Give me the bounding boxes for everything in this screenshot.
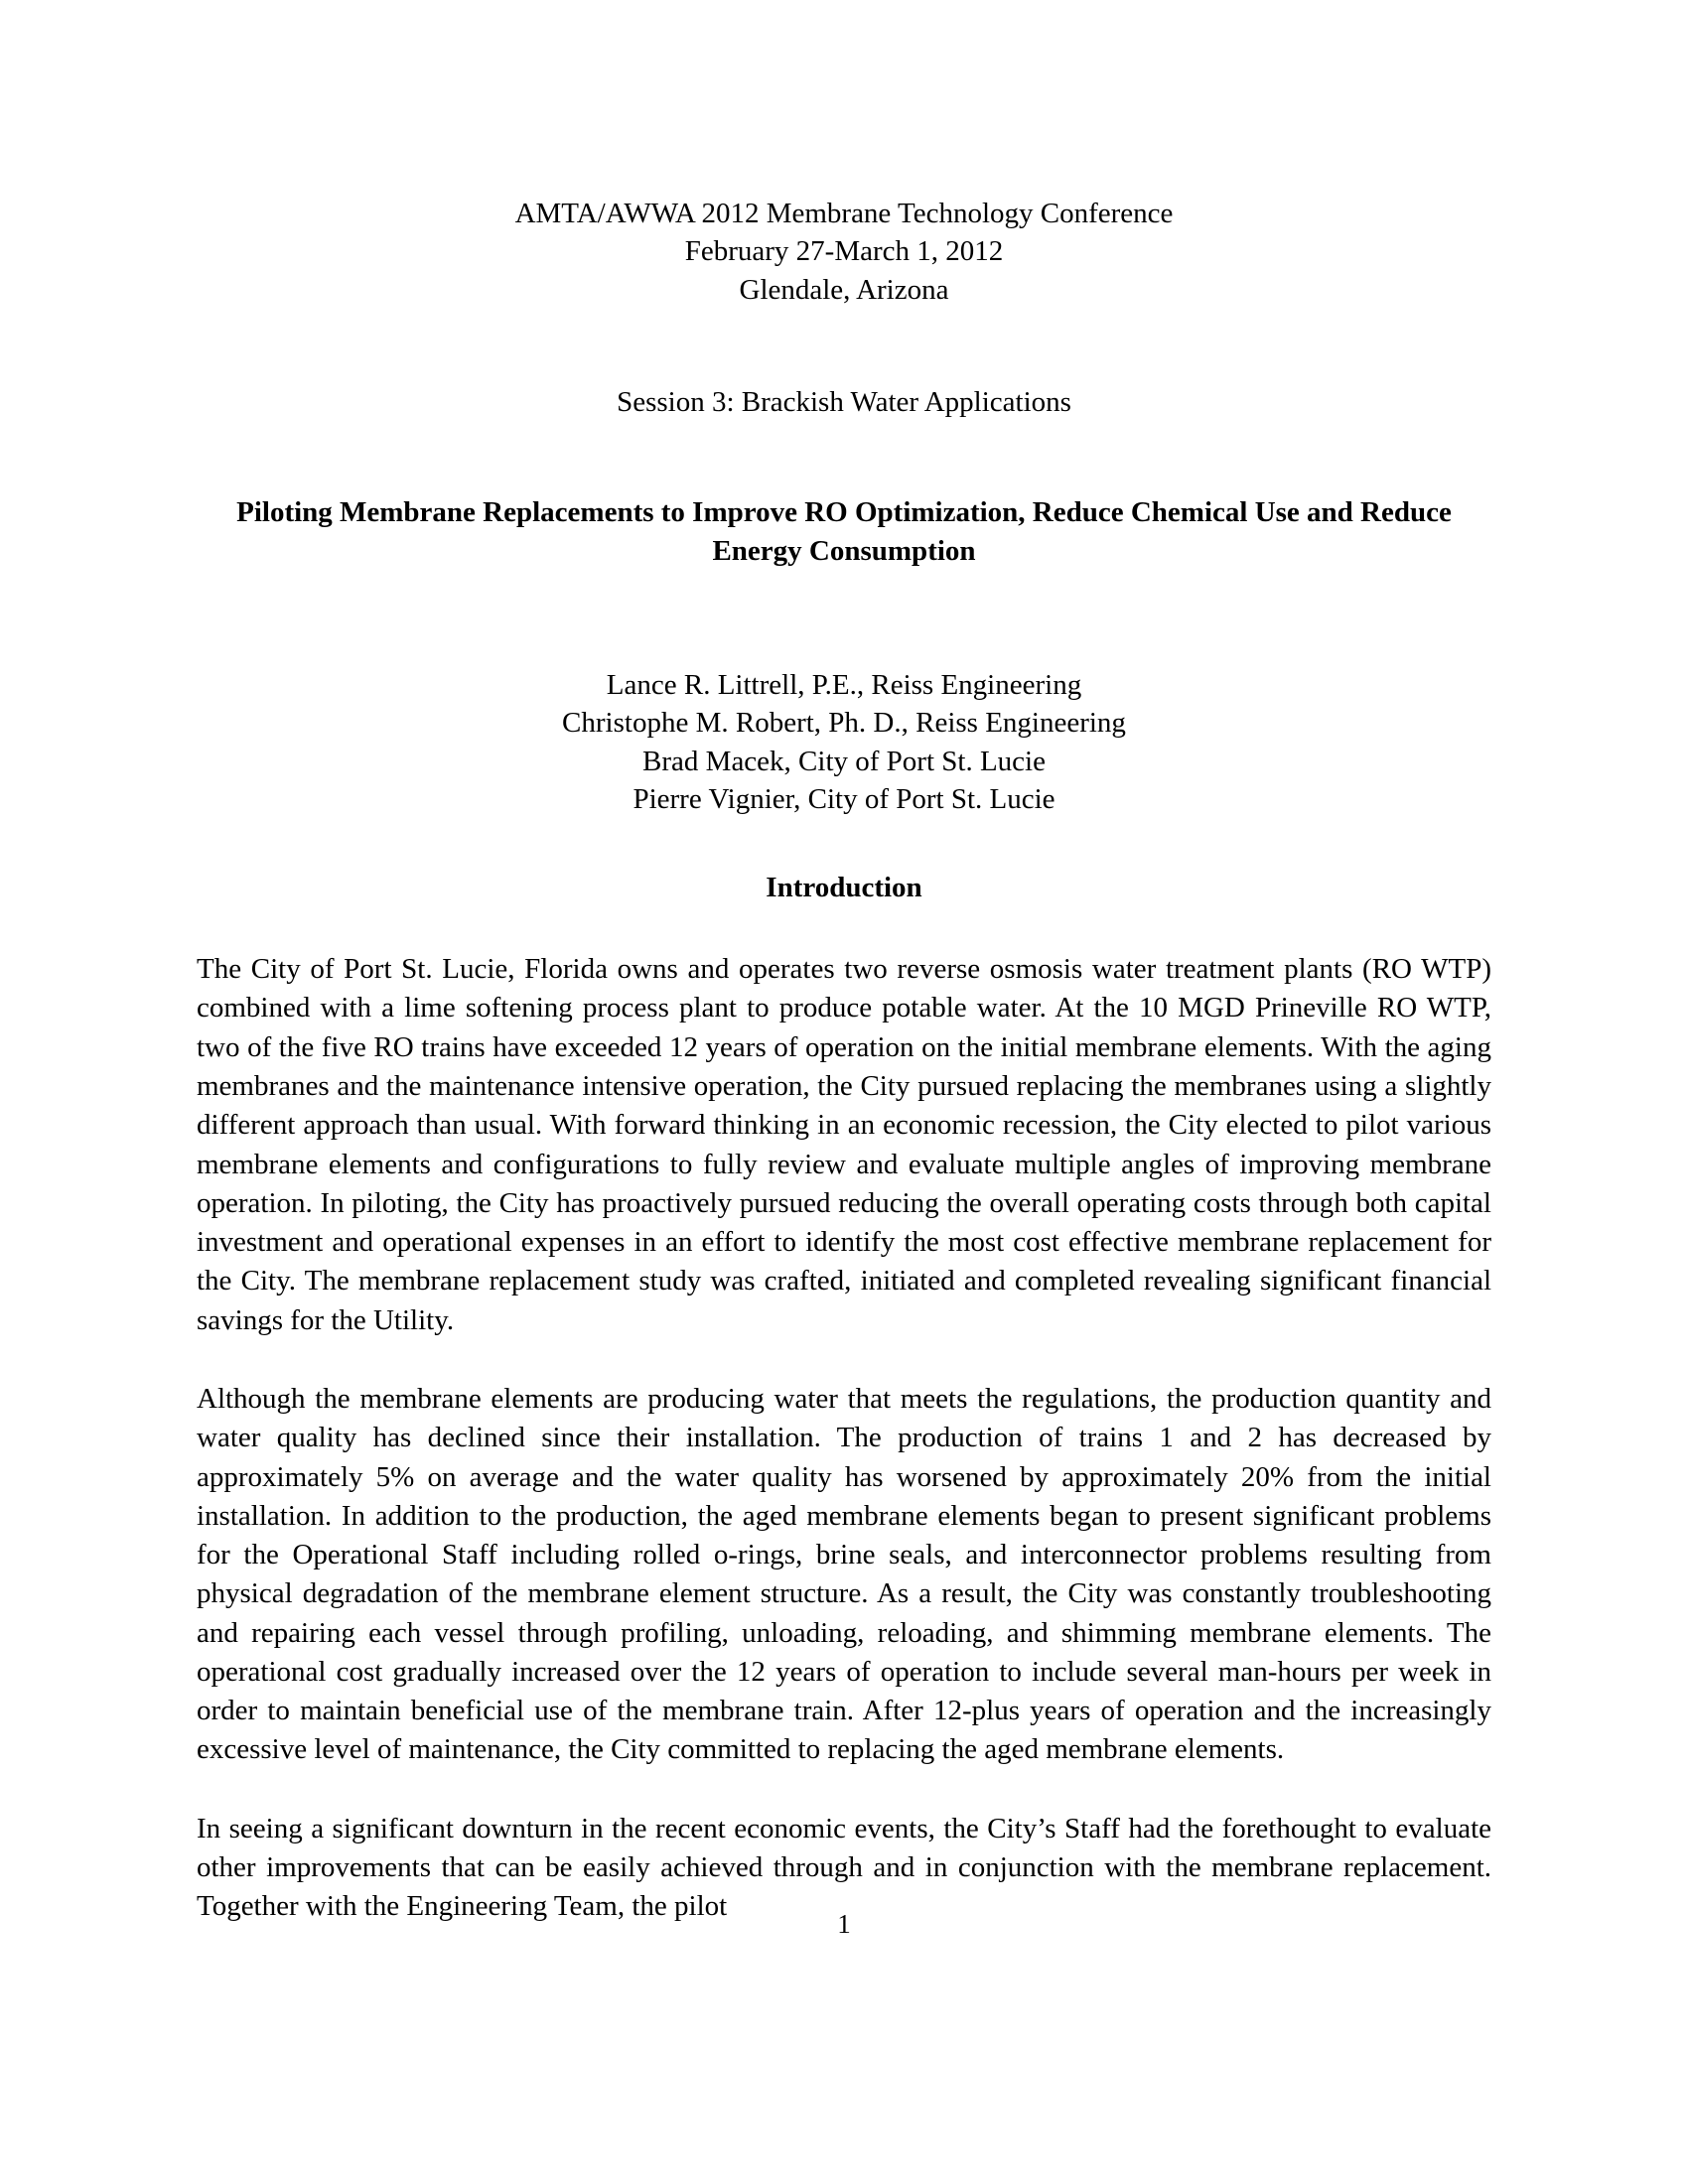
- session-label: Session 3: Brackish Water Applications: [617, 385, 1071, 418]
- body-paragraph: The City of Port St. Lucie, Florida owns and operates two reverse osmosis water treatment plants (RO WTP) combined with a lime softening process plant to produce potable water. At the 10 MGD Prineville RO WTP, two of the five RO trains have exceeded 12 years of operation on the initial membrane elements. With the aging membranes and the maintenance intensive operation, the City pursued replacing the membranes using a slightly different approach than usual. With forward thinking in an economic recession, the City elected to pilot various membrane elements and configurations to fully review and evaluate multiple angles of improving membrane operation. In piloting, the City has proactively pursued reducing the overall operating costs through both capital investment and operational expenses in an effort to identify the most cost effective membrane replacement for the City. The membrane replacement study was crafted, initiated and completed revealing significant financial savings for the Utility.: [197, 953, 1491, 1336]
- page-title: Piloting Membrane Replacements to Improve RO Optimization, Reduce Chemical Use and Reduce Energy Consumption: [236, 495, 1452, 567]
- body-paragraph: In seeing a significant downturn in the recent economic events, the City’s Staff had the forethought to evaluate other improvements that can be easily achieved through and in conjunction with the membrane replacement. Together with the Engineering Team, the pilot: [197, 1812, 1491, 1923]
- conference-name: AMTA/AWWA 2012 Membrane Technology Conference: [514, 198, 1174, 229]
- body-paragraph: Although the membrane elements are producing water that meets the regulations, the production quantity and water quality has declined since their installation. The production of trains 1 and 2 has decreased by approximately 5% on average and the water quality has worsened by approximately 20% from the initial installation. In addition to the production, the aged membrane elements began to present significant problems for the Operational Staff including rolled o-rings, brine seals, and interconnector problems resulting from physical degradation of the membrane element structure. As a result, the City was constantly troubleshooting and repairing each vessel through profiling, unloading, reloading, and shimming membrane elements. The operational cost gradually increased over the 12 years of operation to include several man-hours per week in order to maintain beneficial use of the membrane train. After 12-plus years of operation and the increasingly excessive level of maintenance, the City committed to replacing the aged membrane elements.: [197, 1382, 1491, 1766]
- author-entry: Christophe M. Robert, Ph. D., Reiss Engineering: [562, 707, 1126, 740]
- author-entry: Lance R. Littrell, P.E., Reiss Engineering: [606, 669, 1082, 702]
- author-list: [197, 666, 1491, 818]
- conference-header: [197, 195, 1491, 309]
- section-heading-introduction: Introduction: [766, 872, 922, 904]
- conference-location: Glendale, Arizona: [739, 273, 949, 306]
- conference-dates: February 27-March 1, 2012: [684, 235, 1004, 268]
- author-entry: Pierre Vignier, City of Port St. Lucie: [633, 782, 1055, 815]
- author-entry: Brad Macek, City of Port St. Lucie: [642, 745, 1046, 777]
- page-number: 1: [837, 1909, 851, 1939]
